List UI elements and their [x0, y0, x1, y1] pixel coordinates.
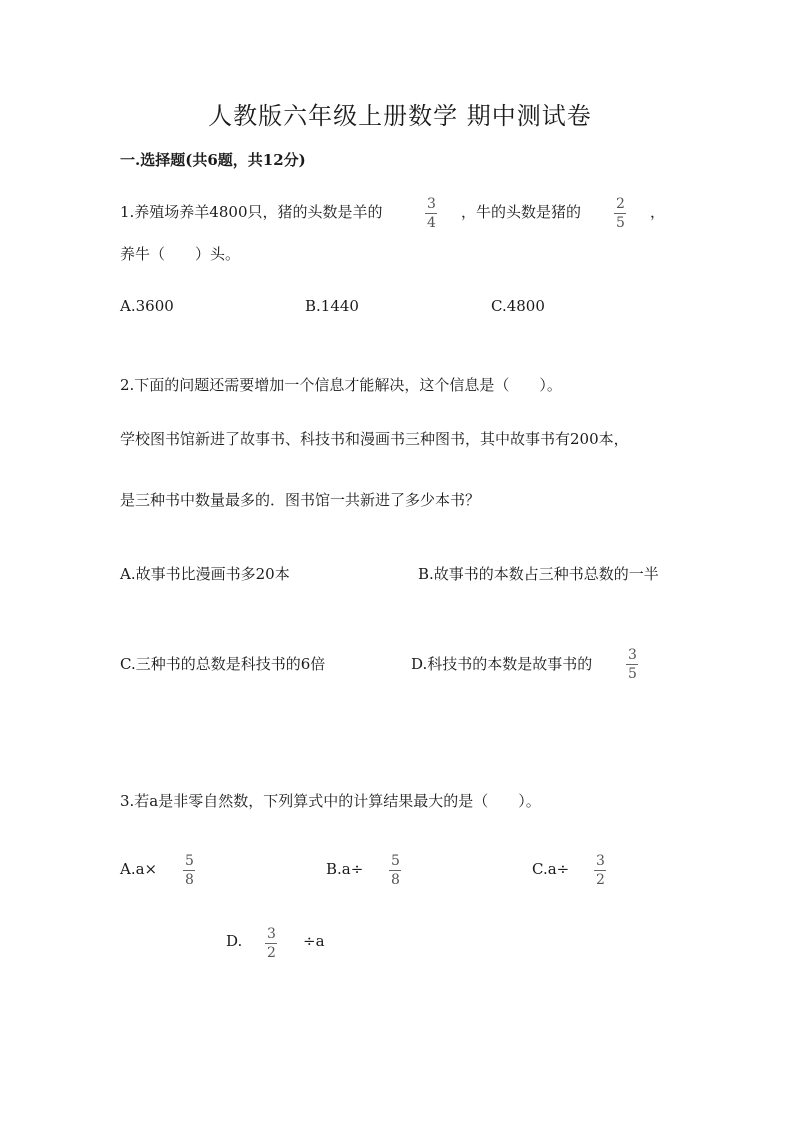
- q1-option-a[interactable]: A.3600: [120, 297, 174, 315]
- q3-fracd-numerator: 3: [267, 926, 276, 942]
- q3-option-c-fraction: [594, 854, 607, 887]
- q2-fracd-denominator: 5: [628, 666, 637, 682]
- q1-line-2: 养牛（ ）头。: [120, 245, 241, 263]
- q3-line-1: 3.若a是非零自然数，下列算式中的计算结果最大的是（ ）。: [120, 792, 541, 810]
- q3-fraca-denominator: 8: [185, 872, 194, 888]
- q1-text-b: ，牛的头数是猪的: [461, 203, 582, 221]
- q2-option-c[interactable]: C.三种书的总数是科技书的6倍: [120, 655, 326, 673]
- q3-option-b-fraction: [389, 854, 402, 887]
- q1-option-b[interactable]: B.1440: [305, 297, 359, 315]
- q1-text-c: ，: [650, 203, 666, 221]
- q3-fracb-numerator: 5: [391, 853, 400, 869]
- q3-fraca-numerator: 5: [185, 853, 194, 869]
- q3-fracd-denominator: 2: [267, 945, 276, 961]
- q1-option-c[interactable]: C.4800: [491, 297, 545, 315]
- q3-fracc-denominator: 2: [596, 872, 605, 888]
- q3-fracc-numerator: 3: [596, 853, 605, 869]
- q3-option-d[interactable]: D.: [226, 932, 243, 950]
- q1-text-a: 1.养殖场养羊4800只，猪的头数是羊的: [120, 203, 383, 221]
- q1-fraction-2: [614, 197, 627, 230]
- q2-fracd-numerator: 3: [628, 647, 637, 663]
- q2-option-a[interactable]: A.故事书比漫画书多20本: [120, 565, 290, 583]
- q1-frac2-denominator: 5: [616, 215, 625, 231]
- q3-option-c[interactable]: C.a÷: [532, 860, 570, 878]
- q2-option-d-fraction: [626, 648, 639, 681]
- q3-option-d-suffix: ÷a: [303, 932, 325, 950]
- q2-option-d[interactable]: D.科技书的本数是故事书的: [411, 655, 593, 673]
- q2-option-b[interactable]: B.故事书的本数占三种书总数的一半: [418, 565, 659, 583]
- q2-line-2: 学校图书馆新进了故事书、科技书和漫画书三种图书，其中故事书有200本，: [120, 430, 629, 448]
- q1-frac2-numerator: 2: [616, 196, 625, 212]
- q3-option-b[interactable]: B.a÷: [326, 860, 364, 878]
- q2-line-3: 是三种书中数量最多的．图书馆一共新进了多少本书？: [120, 491, 481, 509]
- q1-frac1-numerator: 3: [427, 196, 436, 212]
- q1-fraction-1: [425, 197, 438, 230]
- q3-option-d-fraction: [265, 927, 278, 960]
- q2-line-1: 2.下面的问题还需要增加一个信息才能解决，这个信息是（ ）。: [120, 376, 562, 394]
- q3-option-a-fraction: [183, 854, 196, 887]
- q3-option-a[interactable]: A.a×: [120, 860, 158, 878]
- q3-fracb-denominator: 8: [391, 872, 400, 888]
- page-title: 人教版六年级上册数学 期中测试卷: [208, 102, 592, 130]
- section-heading: 一.选择题(共6题，共12分): [120, 151, 306, 169]
- q1-frac1-denominator: 4: [427, 215, 436, 231]
